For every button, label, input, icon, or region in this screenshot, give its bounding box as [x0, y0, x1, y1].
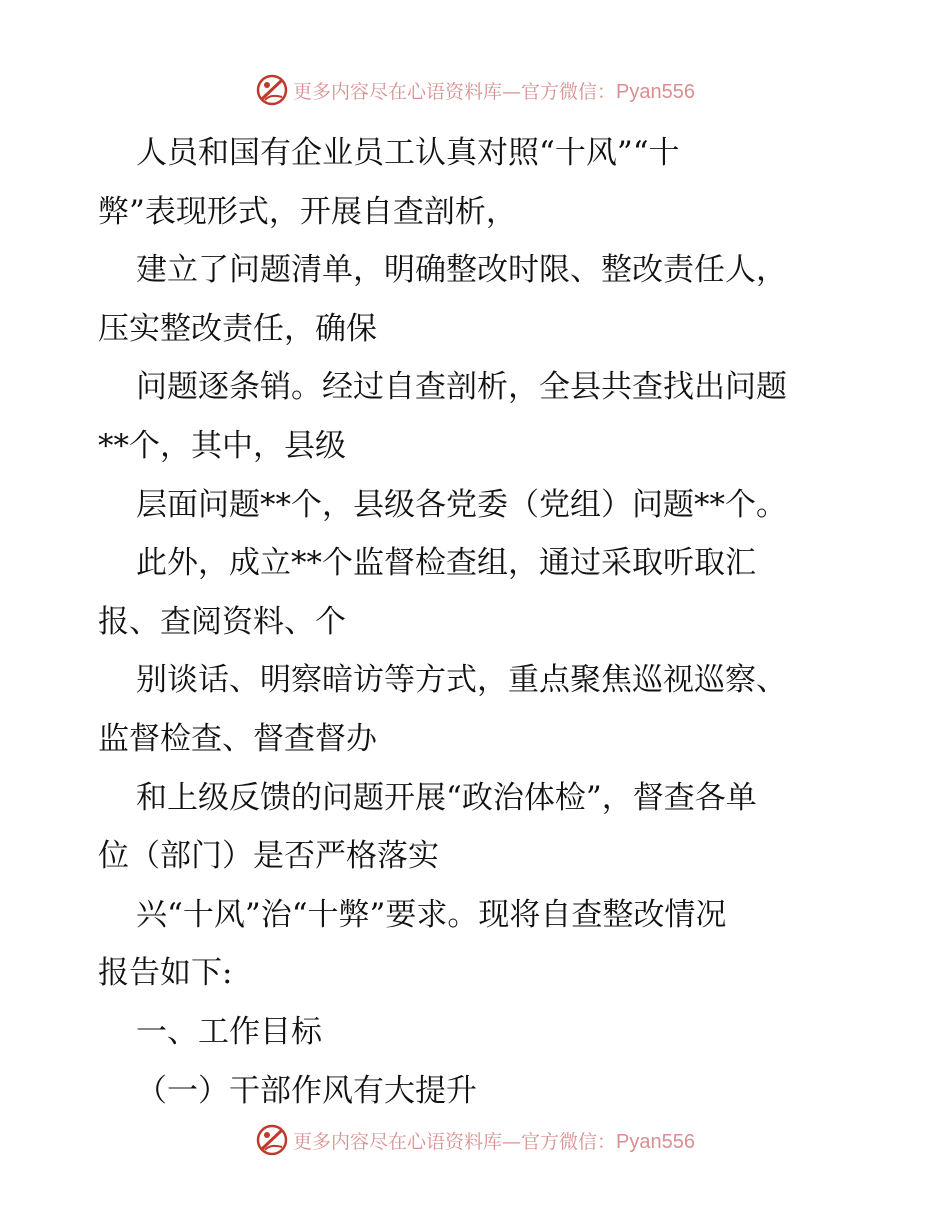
brand-logo-icon — [255, 73, 289, 107]
document-body — [98, 124, 868, 1120]
brand-logo-icon — [255, 1123, 289, 1157]
header-banner-separator: — — [502, 80, 522, 103]
footer-banner-text — [293, 1127, 695, 1154]
text-line-12: 和上级反馈的问题开展“政治体检”，督查各单 — [136, 779, 757, 816]
text-line-14: 兴“十风”治“十弊”要求。现将自查整改情况 — [136, 896, 727, 933]
footer-banner-contact-label: 官方微信： — [521, 1130, 617, 1153]
subsection-heading: （一）干部作风有大提升 — [136, 1072, 477, 1109]
section-heading: 一、工作目标 — [136, 1013, 322, 1050]
text-line-7: 层面问题**个，县级各党委（党组）问题**个。 — [136, 486, 787, 523]
text-line-6: **个，其中，县级 — [98, 427, 346, 464]
text-line-8: 此外，成立**个监督检查组，通过采取听取汇 — [136, 545, 756, 582]
footer-banner-contact-id: Pyan556 — [616, 1130, 695, 1153]
text-line-2: 弊”表现形式，开展自查剖析， — [98, 193, 517, 230]
footer-banner-slogan: 更多内容尽在心语资料库 — [293, 1130, 503, 1153]
footer-banner — [0, 1120, 950, 1160]
text-line-4: 压实整改责任，确保 — [98, 310, 377, 347]
text-line-10: 别谈话、明察暗访等方式，重点聚焦巡视巡察、 — [136, 662, 787, 699]
header-banner — [0, 70, 950, 110]
header-banner-slogan: 更多内容尽在心语资料库 — [293, 80, 503, 103]
header-banner-text — [293, 77, 695, 104]
text-line-3: 建立了问题清单，明确整改时限、整改责任人， — [136, 252, 787, 289]
header-banner-contact-label: 官方微信： — [521, 80, 617, 103]
text-line-5: 问题逐条销。经过自查剖析，全县共查找出问题 — [136, 369, 787, 406]
text-line-13: 位（部门）是否严格落实 — [98, 838, 439, 875]
footer-banner-separator: — — [502, 1130, 522, 1153]
text-line-15: 报告如下: — [98, 955, 233, 992]
text-line-11: 监督检查、督查督办 — [98, 720, 377, 757]
text-line-1: 人员和国有企业员工认真对照“十风”“十 — [136, 135, 680, 171]
header-banner-contact-id: Pyan556 — [616, 80, 695, 103]
text-line-9: 报、查阅资料、个 — [98, 603, 346, 640]
